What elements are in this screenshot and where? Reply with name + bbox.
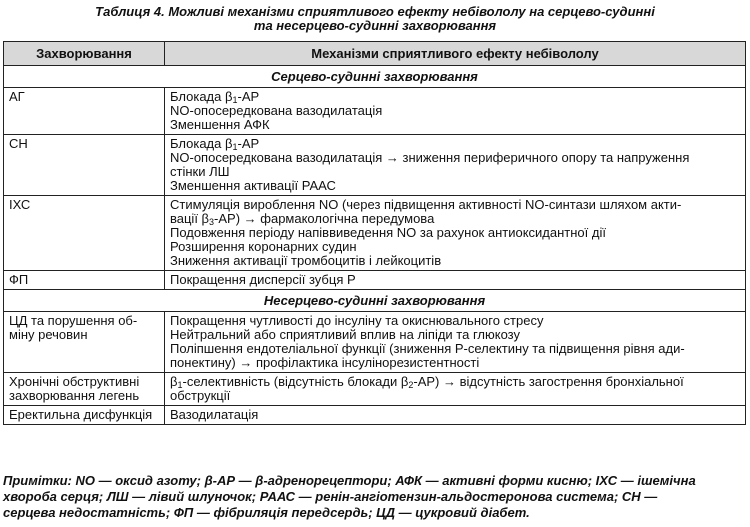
mechanism-line: Зниження активації тромбоцитів і лейкоцитів (170, 253, 442, 268)
mechanism-cell (165, 135, 746, 196)
table-header-row (4, 42, 746, 66)
mechanism-line: обструкції (170, 388, 231, 403)
mechanism-line (170, 375, 741, 389)
disease-cell: Еректильна дисфункція (4, 406, 165, 425)
mechanism-line: Поліпшення ендотеліальної функції (зниження Р-селектину та підвищення рівня ади- (170, 341, 685, 356)
mechanism-line: Нейтральний або сприятливий вплив на ліпіди та глюкозу (170, 327, 520, 342)
table-row (4, 196, 746, 271)
text-part: β (170, 374, 178, 389)
section-row (4, 66, 746, 88)
mechanism-line: Вазодилатація (170, 407, 259, 422)
subscript: 3 (209, 217, 215, 227)
notes-line-1: Примітки: NO — оксид азоту; β-АР — β-адренорецептори; АФК — активні форми кисню; ІХС — ішемічна (3, 473, 696, 488)
mechanism-line: Покращення дисперсії зубця Р (170, 272, 356, 287)
mechanism-line: Зменшення АФК (170, 117, 270, 132)
section-row (4, 290, 746, 312)
subscript: 1 (177, 380, 183, 390)
mechanism-line (170, 137, 741, 151)
section-cardiovascular: Серцево-судинні захворювання (4, 66, 746, 88)
mechanism-cell (165, 271, 746, 290)
mechanism-cell (165, 196, 746, 271)
text-part: Блокада β (170, 89, 233, 104)
subscript: 1 (232, 142, 238, 152)
mechanism-line (170, 90, 741, 104)
mechanism-line: Подовження періоду напіввиведення NO за рахунок антиоксидантної дії (170, 225, 606, 240)
table-row (4, 271, 746, 290)
mechanism-line (170, 212, 741, 226)
table-row (4, 312, 746, 373)
text-part: -АР (237, 136, 260, 151)
caption-line-2: та несерцево-судинні захворювання (253, 18, 497, 33)
text-part: -АР (237, 89, 260, 104)
text-part: вації β (170, 211, 210, 226)
mechanism-line: Стимуляція вироблення NO (через підвищення активності NO-синтази шляхом акти- (170, 197, 682, 212)
subscript: 2 (408, 380, 414, 390)
disease-line: Хронічні обструктивні (9, 374, 140, 389)
header-mechanisms: Механізми сприятливого ефекту небівололу (165, 42, 746, 66)
disease-cell: ІХС (4, 196, 165, 271)
mechanism-line: NO-опосередкована вазодилатація (170, 103, 383, 118)
section-non-cardiovascular: Несерцево-судинні захворювання (4, 290, 746, 312)
mechanism-line: понектину) → профілактика інсулінорезистентності (170, 355, 480, 370)
text-part: -селективність (відсутність блокади β (182, 374, 409, 389)
text-part: -АР) → фармакологічна передумова (214, 211, 435, 226)
table-row (4, 373, 746, 406)
table-row (4, 406, 746, 425)
mechanism-cell (165, 406, 746, 425)
mechanism-cell (165, 312, 746, 373)
text-part: Блокада β (170, 136, 233, 151)
subscript: 1 (232, 95, 238, 105)
caption-line-1: Таблиця 4. Можливі механізми сприятливого ефекту небівололу на серцево-судинні (95, 4, 655, 19)
notes-line-2: хвороба серця; ЛШ — лівий шлуночок; РААС — ренін-ангіотензин-альдостеронова система; СН — (3, 489, 658, 504)
disease-cell: ФП (4, 271, 165, 290)
disease-cell: СН (4, 135, 165, 196)
notes-line-3: серцева недостатність; ФП — фібриляція передсердь; ЦД — цукровий діабет. (3, 505, 530, 520)
mechanism-line: Зменшення активації РААС (170, 178, 336, 193)
disease-line: захворювання легень (9, 388, 140, 403)
text-part: -АР) → відсутність загострення бронхіальної (413, 374, 684, 389)
mechanism-cell (165, 373, 746, 406)
mechanism-line: NO-опосередкована вазодилатація → зниження периферичного опору та напруження (170, 150, 690, 165)
header-disease: Захворювання (4, 42, 165, 66)
disease-line: ЦД та порушення об- (9, 313, 138, 328)
mechanisms-table (3, 41, 746, 425)
mechanism-cell (165, 88, 746, 135)
mechanism-line: Розширення коронарних судин (170, 239, 357, 254)
disease-cell (4, 373, 165, 406)
table-caption (0, 5, 750, 33)
disease-line: міну речовин (9, 327, 88, 342)
table-row (4, 135, 746, 196)
mechanism-line: стінки ЛШ (170, 164, 230, 179)
mechanism-line: Покращення чутливості до інсуліну та окиснювального стресу (170, 313, 544, 328)
disease-cell: АГ (4, 88, 165, 135)
disease-cell (4, 312, 165, 373)
table-notes (3, 473, 746, 521)
table-row (4, 88, 746, 135)
